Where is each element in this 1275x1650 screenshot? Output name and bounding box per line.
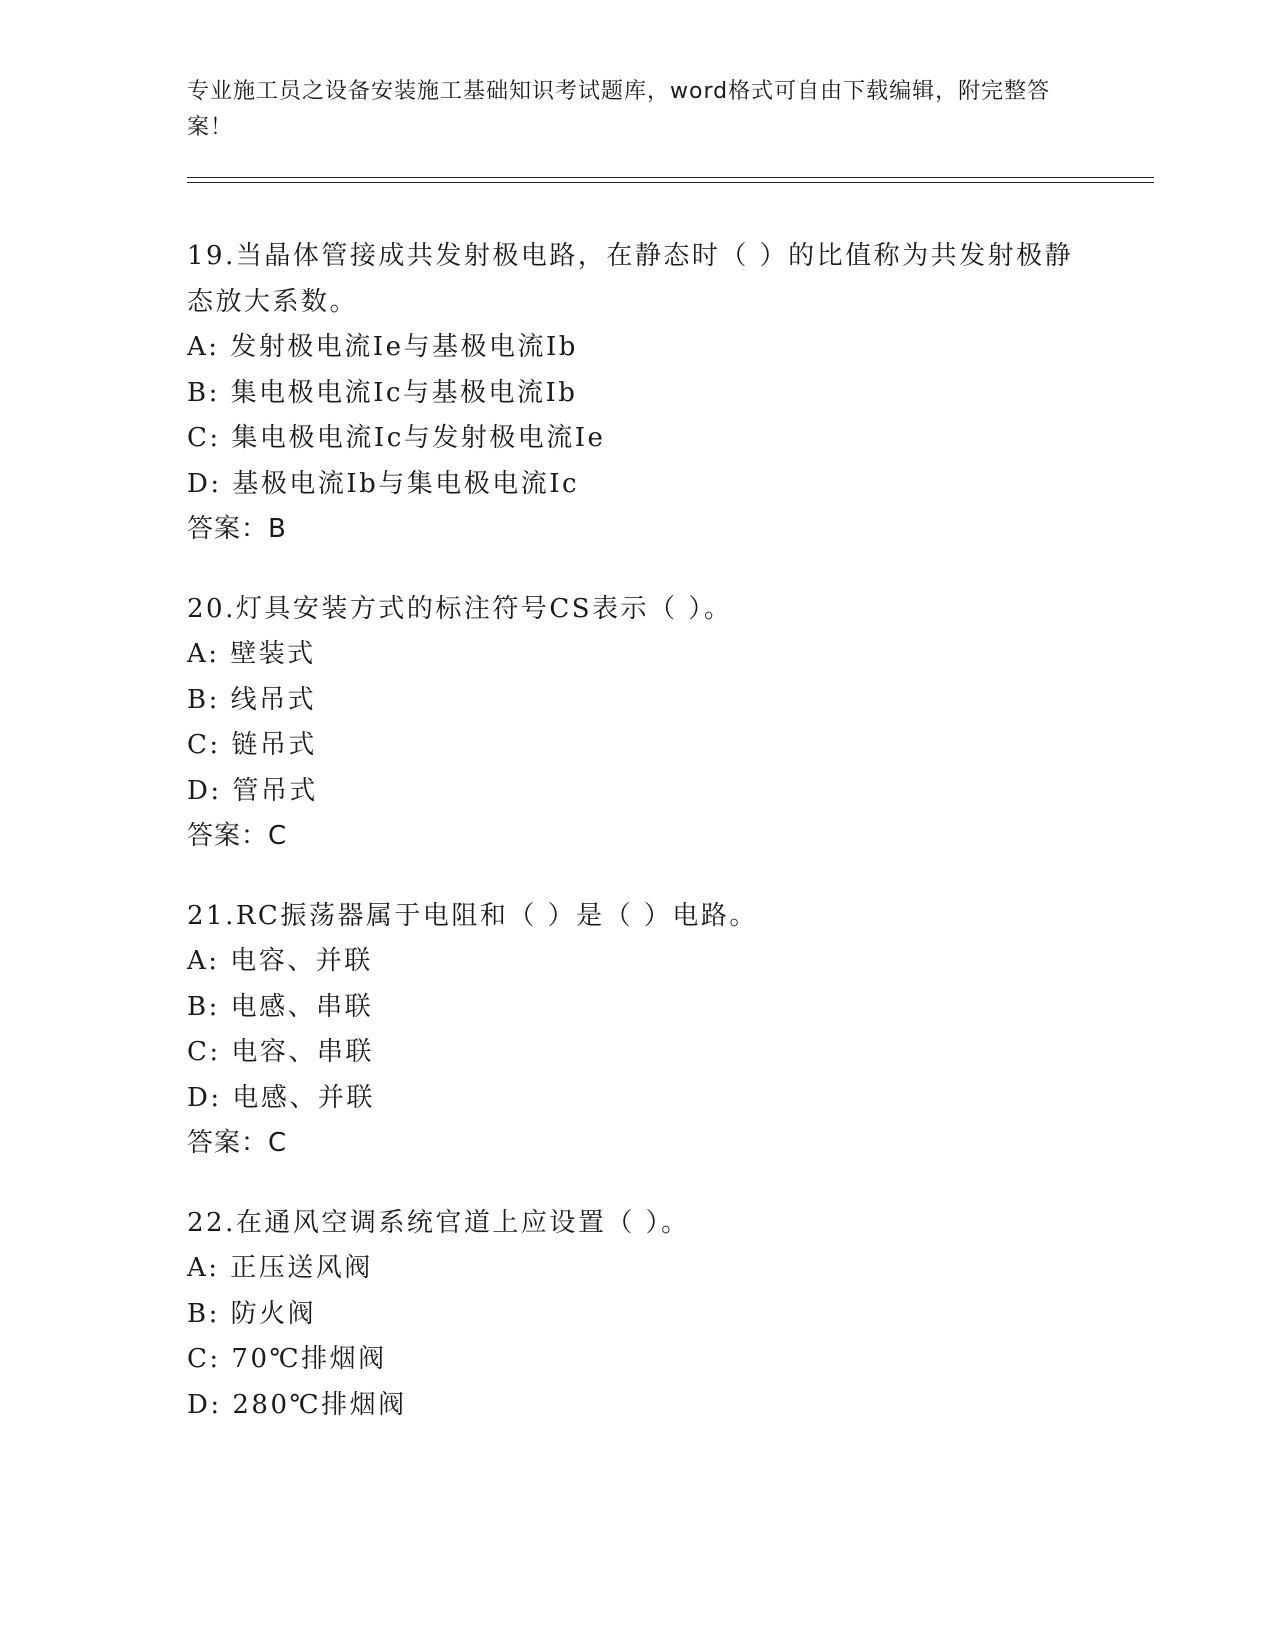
question-22 [187, 1201, 1087, 1429]
header-divider-bottom [187, 182, 1154, 183]
question-stem: 22.在通风空调系统官道上应设置（ ）。 [187, 1207, 690, 1238]
option-b: B: 线吊式 [187, 684, 317, 715]
option-a: A: 正压送风阀 [187, 1253, 373, 1283]
option-d: D: 电感、并联 [187, 1082, 375, 1113]
option-a: A: 电容、并联 [187, 946, 373, 976]
option-a: A: 发射极电流Ie与基极电流Ib [187, 332, 578, 362]
question-19 [187, 234, 1087, 553]
document-header: 专业施工员之设备安装施工基础知识考试题库，word格式可自由下载编辑，附完整答案！ [187, 79, 1051, 140]
answer: 答案：B [187, 514, 287, 544]
option-c: C: 集电极电流Ic与发射极电流Ie [187, 423, 606, 453]
option-d: D: 基极电流Ib与集电极电流Ic [187, 468, 580, 499]
option-c: C: 链吊式 [187, 730, 317, 760]
option-d: D: 管吊式 [187, 775, 318, 806]
option-a: A: 壁装式 [187, 639, 316, 669]
question-stem: 21.RC振荡器属于电阻和（ ）是（ ）电路。 [187, 900, 758, 931]
option-c: C: 电容、串联 [187, 1037, 374, 1067]
question-20 [187, 587, 1087, 860]
question-stem: 20.灯具安装方式的标注符号CS表示（ ）。 [187, 593, 733, 624]
question-list [187, 234, 1087, 1462]
question-stem: 19.当晶体管接成共发射极电路，在静态时（ ）的比值称为共发射极静态放大系数。 [187, 241, 1074, 317]
header-divider-top [187, 177, 1154, 178]
answer: 答案：C [187, 821, 288, 851]
option-b: B: 防火阀 [187, 1298, 317, 1329]
answer: 答案：C [187, 1128, 288, 1158]
option-b: B: 电感、串联 [187, 991, 374, 1022]
option-d: D: 280℃排烟阀 [187, 1389, 407, 1420]
option-c: C: 70℃排烟阀 [187, 1344, 387, 1374]
question-21 [187, 894, 1087, 1167]
option-b: B: 集电极电流Ic与基极电流Ib [187, 377, 578, 408]
